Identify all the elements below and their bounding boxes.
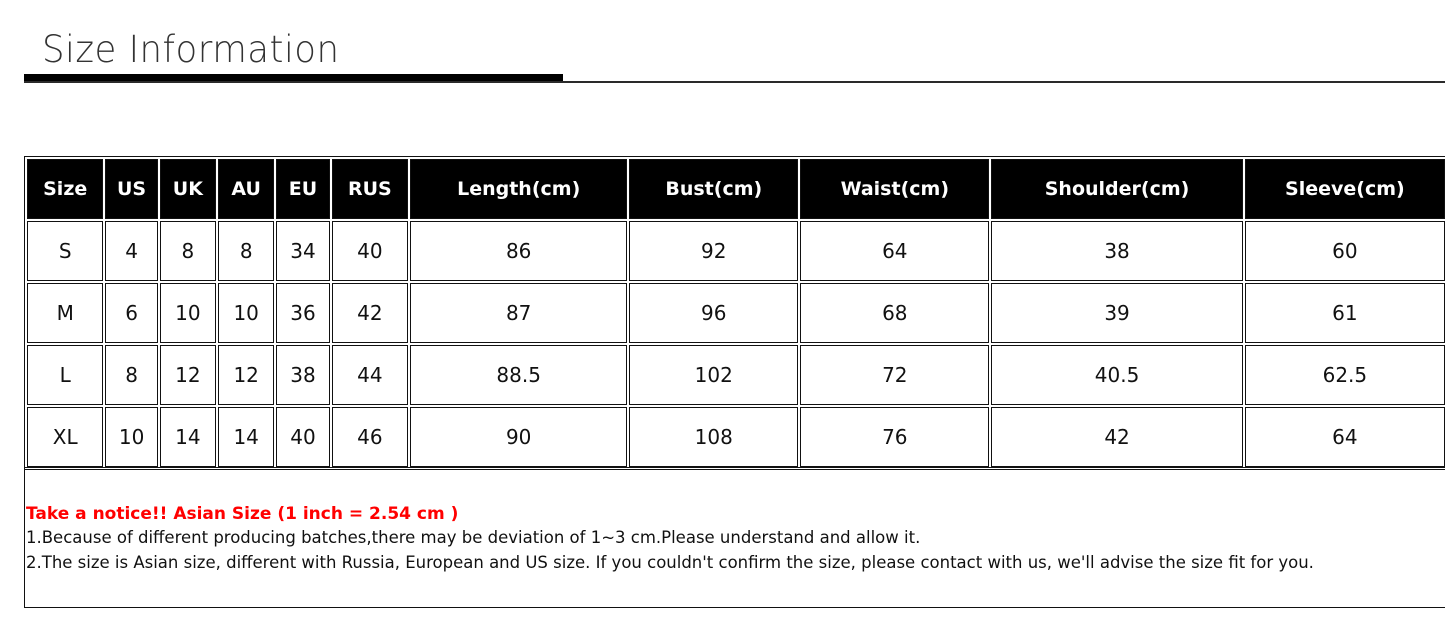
table-cell: 4 — [105, 221, 157, 281]
column-header: Sleeve(cm) — [1245, 159, 1445, 219]
table-cell: 64 — [1245, 407, 1445, 467]
column-header: Bust(cm) — [629, 159, 798, 219]
table-cell: 61 — [1245, 283, 1445, 343]
column-header: Size — [27, 159, 103, 219]
column-header: Length(cm) — [410, 159, 627, 219]
table-cell: 14 — [218, 407, 274, 467]
table-cell: 10 — [160, 283, 216, 343]
column-header: US — [105, 159, 157, 219]
title-divider — [24, 81, 1445, 83]
table-row — [27, 407, 1445, 467]
table-cell: 12 — [218, 345, 274, 405]
table-cell: 60 — [1245, 221, 1445, 281]
table-cell: 42 — [332, 283, 408, 343]
column-header: UK — [160, 159, 216, 219]
table-cell: 86 — [410, 221, 627, 281]
table-cell: 34 — [276, 221, 329, 281]
table-cell: 14 — [160, 407, 216, 467]
table-cell: 90 — [410, 407, 627, 467]
column-header: Waist(cm) — [800, 159, 989, 219]
table-row — [27, 221, 1445, 281]
table-cell: 42 — [991, 407, 1242, 467]
table-cell: 102 — [629, 345, 798, 405]
column-header: EU — [276, 159, 329, 219]
table-cell: 12 — [160, 345, 216, 405]
table-cell: 62.5 — [1245, 345, 1445, 405]
notice-line-1: 1.Because of different producing batches,there may be deviation of 1~3 cm.Please understand and allow it. — [26, 528, 921, 547]
table-cell: S — [27, 221, 103, 281]
table-cell: 6 — [105, 283, 157, 343]
table-cell: XL — [27, 407, 103, 467]
column-header: RUS — [332, 159, 408, 219]
table-cell: 39 — [991, 283, 1242, 343]
notice-heading: Take a notice!! Asian Size (1 inch = 2.54 cm ) — [26, 504, 459, 524]
table-cell: 40.5 — [991, 345, 1242, 405]
title-underline-bar — [24, 74, 563, 81]
table-cell: 36 — [276, 283, 329, 343]
table-row — [27, 345, 1445, 405]
table-header-row — [27, 159, 1445, 219]
table-cell: M — [27, 283, 103, 343]
table-cell: 76 — [800, 407, 989, 467]
table-cell: 72 — [800, 345, 989, 405]
table-cell: 8 — [105, 345, 157, 405]
table-cell: L — [27, 345, 103, 405]
table-cell: 8 — [160, 221, 216, 281]
table-cell: 38 — [991, 221, 1242, 281]
table-cell: 64 — [800, 221, 989, 281]
notice-line-2: 2.The size is Asian size, different with Russia, European and US size. If you couldn't confirm the size, please contact with us, we'll advise the size fit for you. — [26, 553, 1314, 572]
page-title: Size Information — [42, 28, 340, 71]
table-row — [27, 283, 1445, 343]
table-cell: 40 — [332, 221, 408, 281]
table-cell: 96 — [629, 283, 798, 343]
table-cell: 8 — [218, 221, 274, 281]
table-cell: 108 — [629, 407, 798, 467]
table-cell: 10 — [218, 283, 274, 343]
table-cell: 87 — [410, 283, 627, 343]
table-cell: 46 — [332, 407, 408, 467]
table-cell: 40 — [276, 407, 329, 467]
table-cell: 10 — [105, 407, 157, 467]
table-cell: 92 — [629, 221, 798, 281]
table-cell: 38 — [276, 345, 329, 405]
table-cell: 68 — [800, 283, 989, 343]
column-header: Shoulder(cm) — [991, 159, 1242, 219]
table-cell: 88.5 — [410, 345, 627, 405]
table-cell: 44 — [332, 345, 408, 405]
column-header: AU — [218, 159, 274, 219]
size-notice-box — [24, 467, 1445, 608]
size-table — [24, 156, 1445, 470]
